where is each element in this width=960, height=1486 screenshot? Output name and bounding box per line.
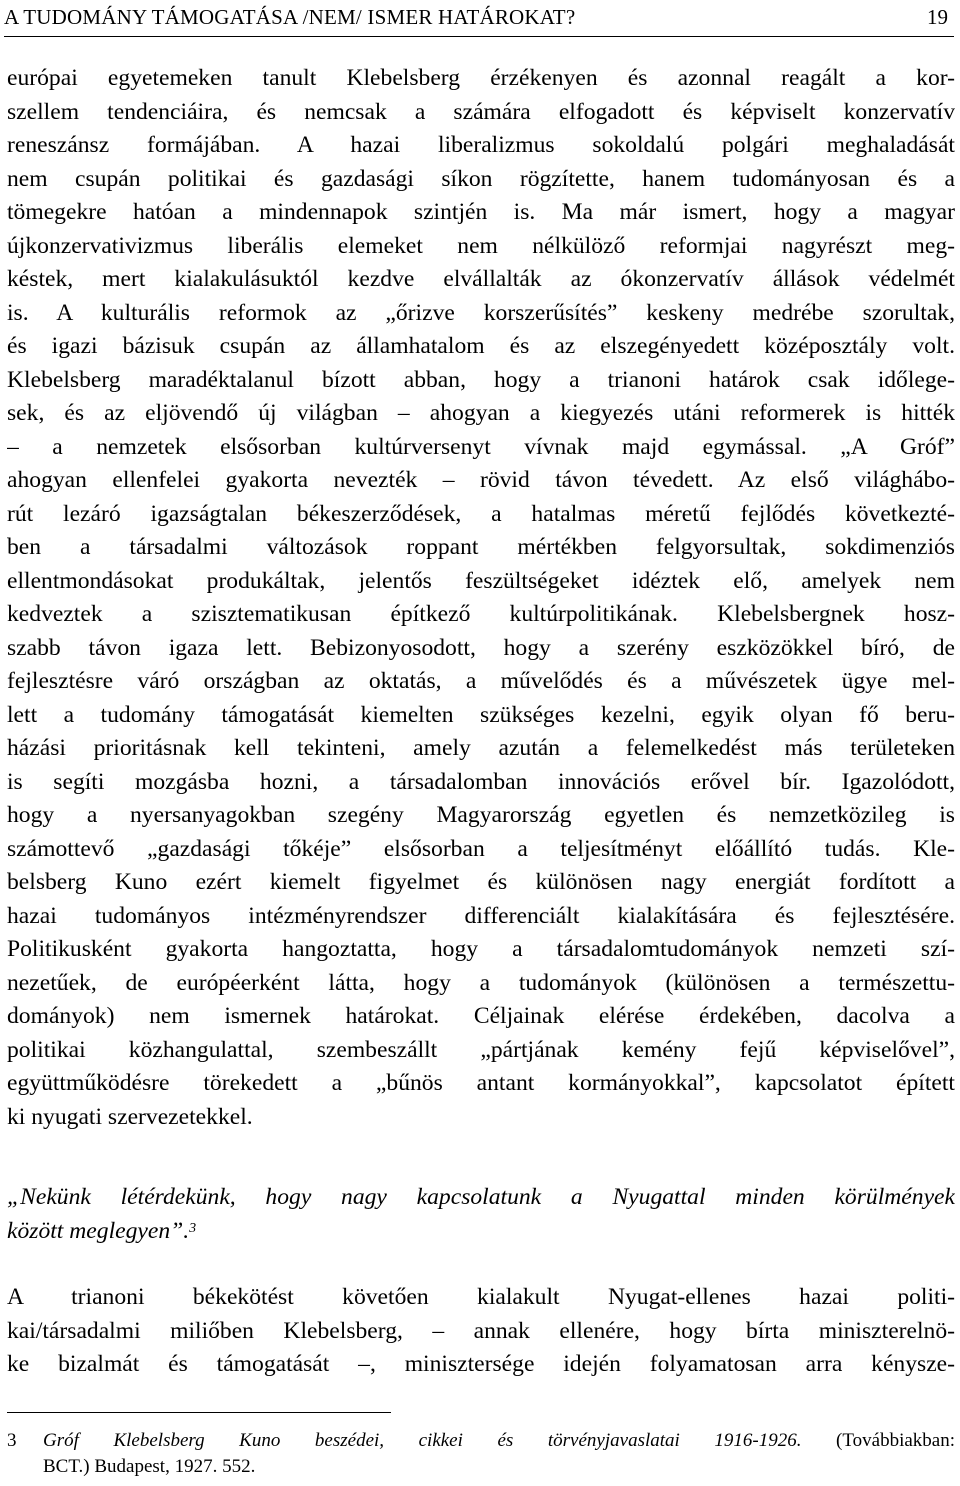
text-line: kai/társadalmi miliőben Klebelsberg, – annak ellenére, hogy bírta miniszterelnö- <box>7 1317 955 1344</box>
continuation-paragraph <box>7 1281 955 1382</box>
text-line: szabb távon igaza lett. Bebizonyosodott, hogy a szerény eszközökkel bíró, de <box>7 634 955 661</box>
text-line: is segíti mozgásba hozni, a társadalomban innovációs erővel bír. Igazolódott, <box>7 768 955 795</box>
text-line: sek, és az eljövendő új világban – ahogyan a kiegyezés utáni reformerek is hitték <box>7 400 955 426</box>
text-line: A trianoni békekötést követően kialakult Nyugat-ellenes hazai politi- <box>7 1284 955 1310</box>
running-head-title: A TUDOMÁNY TÁMOGATÁSA /NEM/ ISMER HATÁROKAT? <box>4 5 576 29</box>
text-line: hazai tudományos intézményrendszer differenciált kialakítására és fejlesztésére. <box>7 902 955 929</box>
text-line: belsberg Kuno ezért kiemelt figyelmet és különösen nagy energiát fordított a <box>7 869 955 895</box>
footnote-title: Gróf Klebelsberg Kuno beszédei, cikkei és törvényjavaslatai 1916-1926. <box>43 1430 802 1451</box>
page-number: 19 <box>927 5 948 29</box>
text-line: ellentmondásokat produkáltak, jelentős feszültségeket idéztek elő, amelyek nem <box>7 567 955 594</box>
text-line: politikai közhangulattal, szembeszállt „pártjának kemény fejű képviselővel”, <box>7 1036 955 1063</box>
footnote-number: 3 <box>7 1430 17 1451</box>
quote-line: „Nekünk létérdekünk, hogy nagy kapcsolatunk a Nyugattal minden körülmények <box>7 1184 955 1210</box>
text-line: dományok) nem ismernek határokat. Céljainak elérése érdekében, dacolva a <box>7 1003 955 1029</box>
footnote-continuation: (Továbbiakban: <box>801 1430 955 1451</box>
text-line: európai egyetemeken tanult Klebelsberg érzékenyen és azonnal reagált a kor- <box>7 65 955 91</box>
text-line: Politikusként gyakorta hangoztatta, hogy a társadalomtudományok nemzeti szí- <box>7 936 955 962</box>
text-line: lett a tudomány támogatását kiemelten szükséges kezelni, egyik olyan fő beru- <box>7 701 955 728</box>
text-line: hogy a nyersanyagokban szegény Magyarország egyetlen és nemzetközileg is <box>7 802 955 828</box>
text-line: rút lezáró igazságtalan békeszerződések, a hatalmas méretű fejlődés következté- <box>7 500 955 527</box>
text-line: is. A kulturális reformok az „őrizve korszerűsítés” keskeny medrébe szorultak, <box>7 299 955 326</box>
text-line: fejlesztésre váró országban az oktatás, a művelődés és a művészetek ügye mel- <box>7 668 955 694</box>
text-line: nezetűek, de európéerként látta, hogy a tudományok (különösen a természettu- <box>7 969 955 996</box>
text-line: ahogyan ellenfelei gyakorta nevezték – rövid távon tévedett. Az első világhábo- <box>7 467 955 493</box>
footnote-line <box>7 1428 955 1454</box>
text-line: Klebelsberg maradéktalanul bízott abban, hogy a trianoni határok csak időlege- <box>7 366 955 393</box>
text-line: számottevő „gazdasági tőkéje” elsősorban a teljesítményt előállító tudás. Kle- <box>7 835 955 862</box>
text-line: kedveztek a szisztematikusan építkező kultúrpolitikának. Klebelsbergnek hosz- <box>7 601 955 627</box>
text-line: késtek, mert kialakulásuktól kezdve elvállalták az ókonzervatív állások védelmét <box>7 266 955 292</box>
block-quote <box>7 1180 955 1248</box>
text-line: újkonzervativizmus liberális elemeket nem nélkülöző reformjai nagyrészt meg- <box>7 232 955 259</box>
text-line: házási prioritásnak kell tekinteni, amely azután a felemelkedést más területeken <box>7 735 955 761</box>
footnote-separator <box>7 1412 391 1413</box>
body-paragraph <box>7 62 955 1134</box>
footnote-text-line2: BCT.) Budapest, 1927. 552. <box>43 1456 256 1477</box>
footnote-reference[interactable]: 3 <box>189 1221 197 1236</box>
text-line: szellem tendenciáira, és nemcsak a számára elfogadott és képviselt konzervatív <box>7 98 955 125</box>
quote-line: között meglegyen”. <box>7 1218 190 1244</box>
footnote-text <box>43 1428 955 1454</box>
text-line: ke bizalmát és támogatását –, minisztersége idején folyamatosan arra kénysze- <box>7 1351 955 1377</box>
text-line: ki nyugati szervezetekkel. <box>7 1103 253 1130</box>
footnote-line <box>7 1454 955 1480</box>
text-line: – a nemzetek elsősorban kultúrversenyt vívnak majd egymással. „A Gróf” <box>7 433 955 460</box>
footnote <box>7 1428 955 1480</box>
text-line: nem csupán politikai és gazdasági síkon rögzítette, hanem tudományosan és a <box>7 165 955 192</box>
quote-line-end <box>7 1214 955 1248</box>
text-line: együttműködésre törekedett a „bűnös antant kormányokkal”, kapcsolatot épített <box>7 1070 955 1096</box>
text-line: ben a társadalmi változások roppant mértékben felgyorsultak, sokdimenziós <box>7 534 955 560</box>
text-line: és igazi bázisuk csupán az államhatalom és az elszegényedett középosztály volt. <box>7 333 955 359</box>
text-line: reneszánsz formájában. A hazai liberalizmus sokoldalú polgári meghaladását <box>7 132 955 158</box>
text-line: tömegekre hatóan a mindennapok szintjén is. Ma már ismert, hogy a magyar <box>7 199 955 225</box>
running-head <box>4 2 954 37</box>
